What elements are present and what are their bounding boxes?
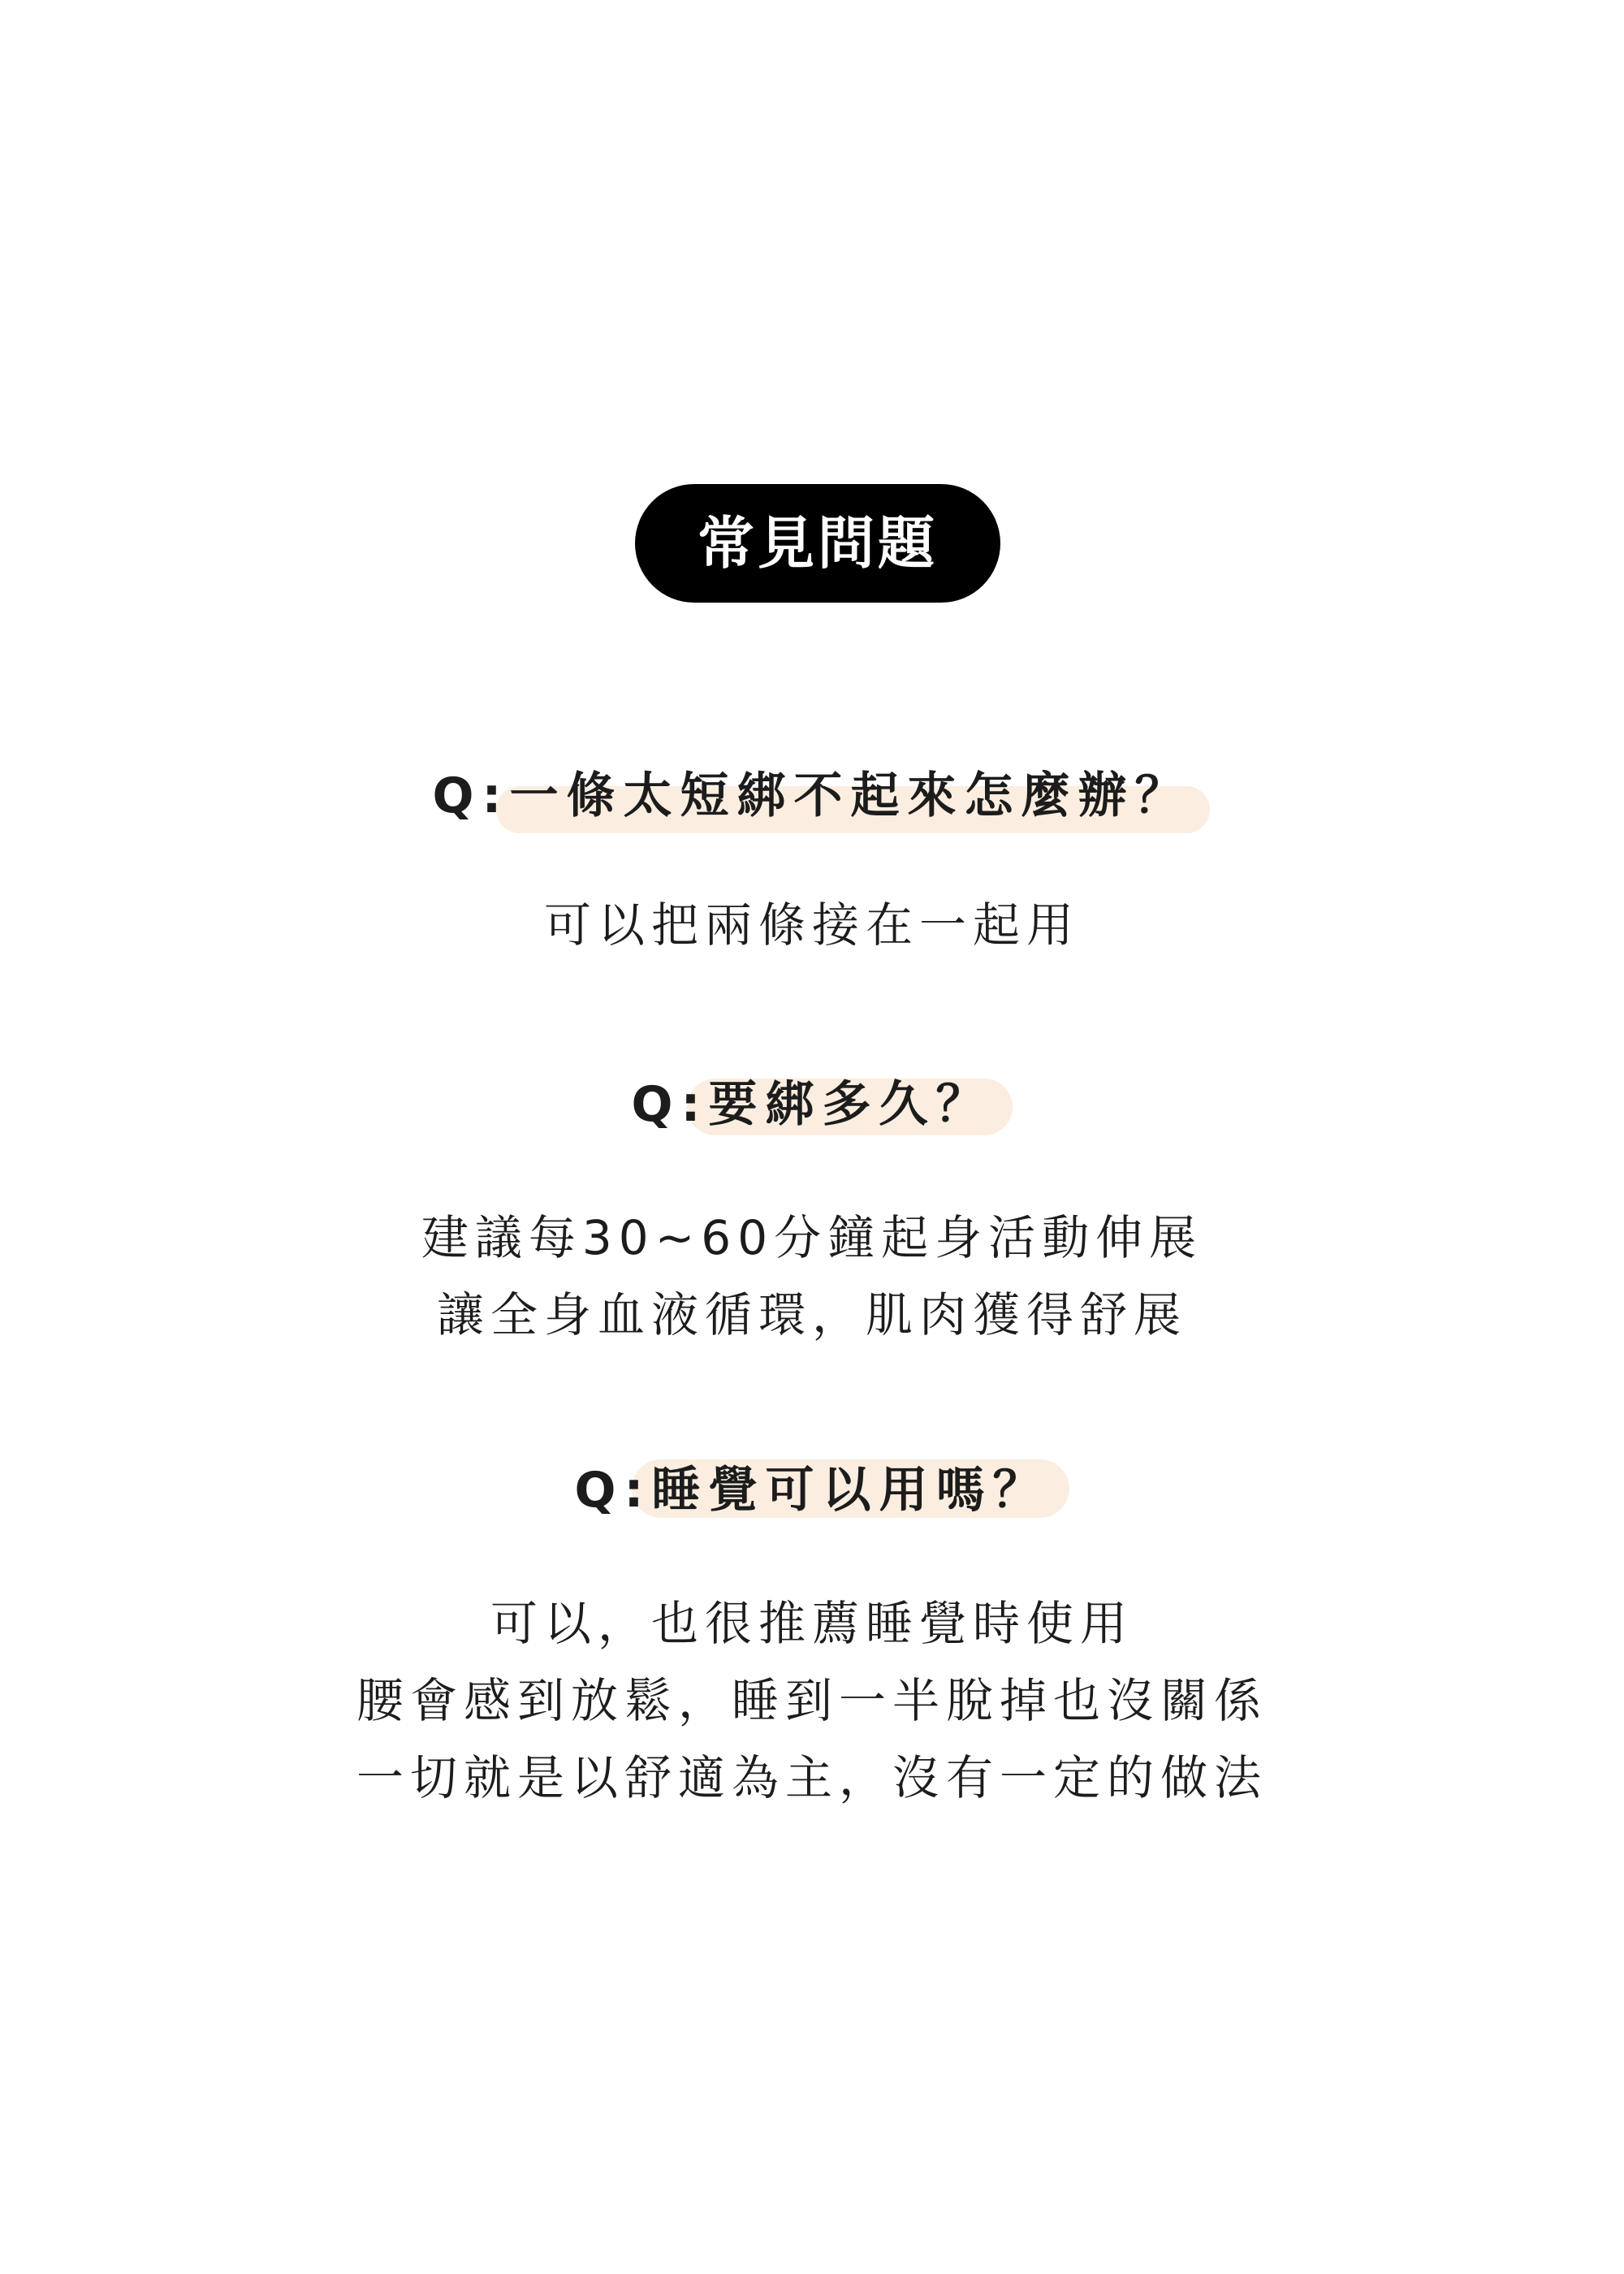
faq-answer-1-line-1: 可以把兩條接在一起用 [543, 897, 1080, 953]
faq-question-1: Q:一條太短綁不起來怎麼辦？ [0, 772, 1624, 820]
faq-answer-3-line-1: 可以，也很推薦睡覺時使用 [490, 1596, 1134, 1651]
page-title: 常見問題 [698, 510, 938, 577]
faq-answer-3-line-3: 一切就是以舒適為主，沒有一定的做法 [356, 1750, 1268, 1805]
faq-answer-2-line-2: 讓全身血液循環，肌肉獲得舒展 [436, 1287, 1187, 1342]
faq-question-3: Q:睡覺可以用嗎？ [0, 1466, 1624, 1515]
faq-answer-2-line-1: 建議每30~60分鐘起身活動伸展 [421, 1210, 1203, 1265]
page-title-pill [635, 484, 1000, 603]
faq-answer-3-line-2: 腰會感到放鬆，睡到一半脫掉也沒關係 [356, 1673, 1268, 1728]
faq-question-2: Q:要綁多久？ [0, 1080, 1624, 1129]
